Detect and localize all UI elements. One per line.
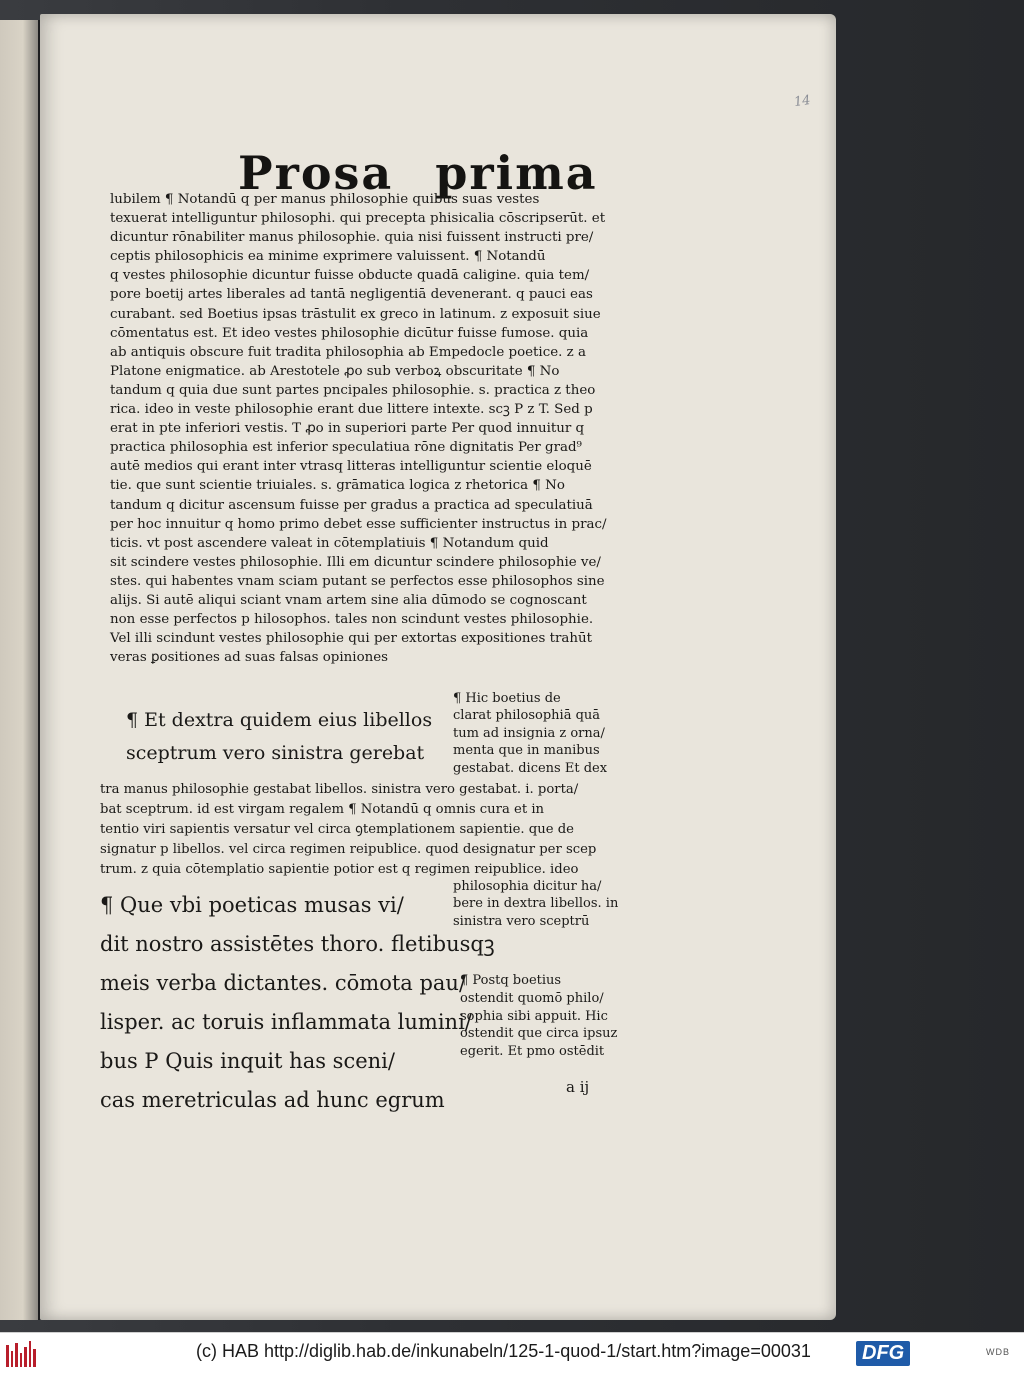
text-line: ostendit que circa ipsuz bbox=[460, 1026, 618, 1042]
text-line: bus P Quis inquit has sceni/ bbox=[100, 1049, 395, 1073]
text-line: ab antiquis obscure fuit tradita philosophia ab Empedocle poetice. z a bbox=[110, 344, 586, 360]
text-line: dicuntur rōnabiliter manus philosophie. quia nisi fuissent instructi pre/ bbox=[110, 230, 594, 246]
text-line: meis verba dictantes. cōmota pau/ bbox=[100, 971, 467, 995]
text-line: egerit. Et pmo ostēdit bbox=[460, 1044, 605, 1060]
text-line: ¶ Hic boetius de bbox=[453, 691, 561, 706]
side-gloss-1 bbox=[453, 690, 607, 777]
text-line: signatur p libellos. vel circa regimen reipublice. quod designatur per scep bbox=[100, 842, 597, 857]
text-line: ¶ Postq boetius bbox=[460, 973, 562, 988]
text-line: sit scindere vestes philosophie. Illi em dicuntur scindere philosophie ve/ bbox=[110, 554, 601, 570]
text-line: ostendit quomō philo/ bbox=[460, 990, 604, 1006]
text-line: ¶ Et dextra quidem eius libellos bbox=[126, 709, 433, 731]
text-line: menta que in manibus bbox=[453, 743, 600, 759]
dfg-logo: DFG bbox=[856, 1341, 910, 1366]
title-word-2: prima bbox=[435, 146, 598, 200]
text-line: trum. z quia cōtemplatio sapientie potior est q regimen reipublice. ideo bbox=[100, 862, 579, 877]
text-line: cas meretriculas ad hunc egrum bbox=[100, 1088, 445, 1112]
text-line: tandum q quia due sunt partes pncipales philosophie. s. practica z theo bbox=[110, 382, 596, 398]
text-line: autē medios qui erant inter vtrasq litteras intelliguntur scientie eloquē bbox=[110, 459, 592, 475]
text-line: tentio viri sapientis versatur vel circa ꝯtemplationem sapientie. que de bbox=[100, 822, 574, 837]
title-word-1: Prosa bbox=[238, 146, 394, 200]
text-line: gestabat. dicens Et dex bbox=[453, 760, 608, 776]
text-line: tie. que sunt scientie triuiales. s. grāmatica logica z rhetorica ¶ No bbox=[110, 478, 565, 494]
side-gloss-3 bbox=[460, 972, 617, 1061]
text-line: veras ꝑositiones ad suas falsas opiniones bbox=[110, 650, 389, 666]
text-line: q vestes philosophie dicuntur fuisse obducte quadā caligine. quia tem/ bbox=[110, 268, 590, 284]
text-line: practica philosophia est inferior speculatiua rōne dignitatis Per grad⁹ bbox=[110, 440, 582, 456]
text-line: sceptrum vero sinistra gerebat bbox=[126, 742, 425, 764]
text-line: philosophia dicitur ha/ bbox=[453, 879, 602, 894]
text-line: per hoc innuitur q homo primo debet esse sufficienter instructus in prac/ bbox=[110, 516, 607, 532]
text-line: alijs. Si autē aliqui sciant vnam artem sine alia dūmodo se cognoscant bbox=[110, 592, 587, 608]
text-line: ticis. vt post ascendere valeat in cōtemplatiuis ¶ Notandum quid bbox=[110, 535, 549, 551]
wdb-logo: WDB bbox=[986, 1347, 1010, 1357]
lemma-block bbox=[126, 704, 432, 770]
text-line: ¶ Que vbi poeticas musas vi/ bbox=[100, 893, 404, 917]
text-line: lubilem ¶ Notandū q per manus philosophie quibus suas vestes bbox=[110, 192, 540, 207]
text-line: non esse perfectos p hilosophos. tales non scindunt vestes philosophie. bbox=[110, 612, 594, 628]
text-line: bat sceptrum. id est virgam regalem ¶ Notandū q omnis cura et in bbox=[100, 802, 545, 817]
previous-page-edge bbox=[0, 20, 40, 1320]
text-line: sinistra vero sceptrū bbox=[453, 913, 590, 929]
commentary-block-2 bbox=[100, 780, 596, 880]
text-line: stes. qui habentes vnam sciam putant se perfectos esse philosophos sine bbox=[110, 573, 605, 589]
signature-mark: a ij bbox=[566, 1078, 590, 1096]
text-line: cōmentatus est. Et ideo vestes philosophie dicūtur fuisse fumose. quia bbox=[110, 325, 589, 341]
text-line: clarat philosophiā quā bbox=[453, 708, 601, 724]
footer-credit-link[interactable]: (c) HAB http://diglib.hab.de/inkunabeln/125-1-quod-1/start.htm?image=00031 bbox=[196, 1341, 811, 1361]
text-line: curabant. sed Boetius ipsas trāstulit ex greco in latinum. z exposuit siue bbox=[110, 306, 601, 322]
text-line: texuerat intelliguntur philosophi. qui precepta phisicalia cōscripserūt. et bbox=[110, 211, 606, 227]
text-line: Vel illi scindunt vestes philosophie qui per extortas expositiones trahūt bbox=[110, 631, 593, 647]
folio-number: 14 bbox=[793, 92, 812, 111]
footer-bar bbox=[0, 1332, 1024, 1373]
text-line: Platone enigmatice. ab Arestotele ꝓo sub verboꝝ obscuritate ¶ No bbox=[110, 363, 560, 379]
commentary-block bbox=[110, 190, 607, 667]
text-line: tum ad insignia z orna/ bbox=[453, 725, 605, 741]
text-line: erat in pte inferiori vestis. T ꝓo in superiori parte Per quod innuitur q bbox=[110, 421, 585, 437]
text-line: pore boetij artes liberales ad tantā negligentiā devenerant. q pauci eas bbox=[110, 287, 593, 303]
text-line: tra manus philosophie gestabat libellos. sinistra vero gestabat. i. porta/ bbox=[100, 782, 579, 797]
text-line: ceptis philosophicis ea minime exprimere valuissent. ¶ Notandū bbox=[110, 249, 546, 265]
hab-logo-icon bbox=[6, 1339, 36, 1367]
text-line: rica. ideo in veste philosophie erant due littere intexte. scꝫ P z T. Sed p bbox=[110, 402, 593, 418]
text-line: bere in dextra libellos. in bbox=[453, 896, 619, 912]
text-line: dit nostro assistētes thoro. fletibusqꝫ bbox=[100, 932, 495, 956]
text-line: tandum q dicitur ascensum fuisse per gradus a practica ad speculatiuā bbox=[110, 497, 593, 513]
text-line: sophia sibi appuit. Hic bbox=[460, 1008, 608, 1024]
text-line: lisper. ac toruis inflammata lumini/ bbox=[100, 1010, 472, 1034]
verse-block bbox=[100, 886, 495, 1120]
